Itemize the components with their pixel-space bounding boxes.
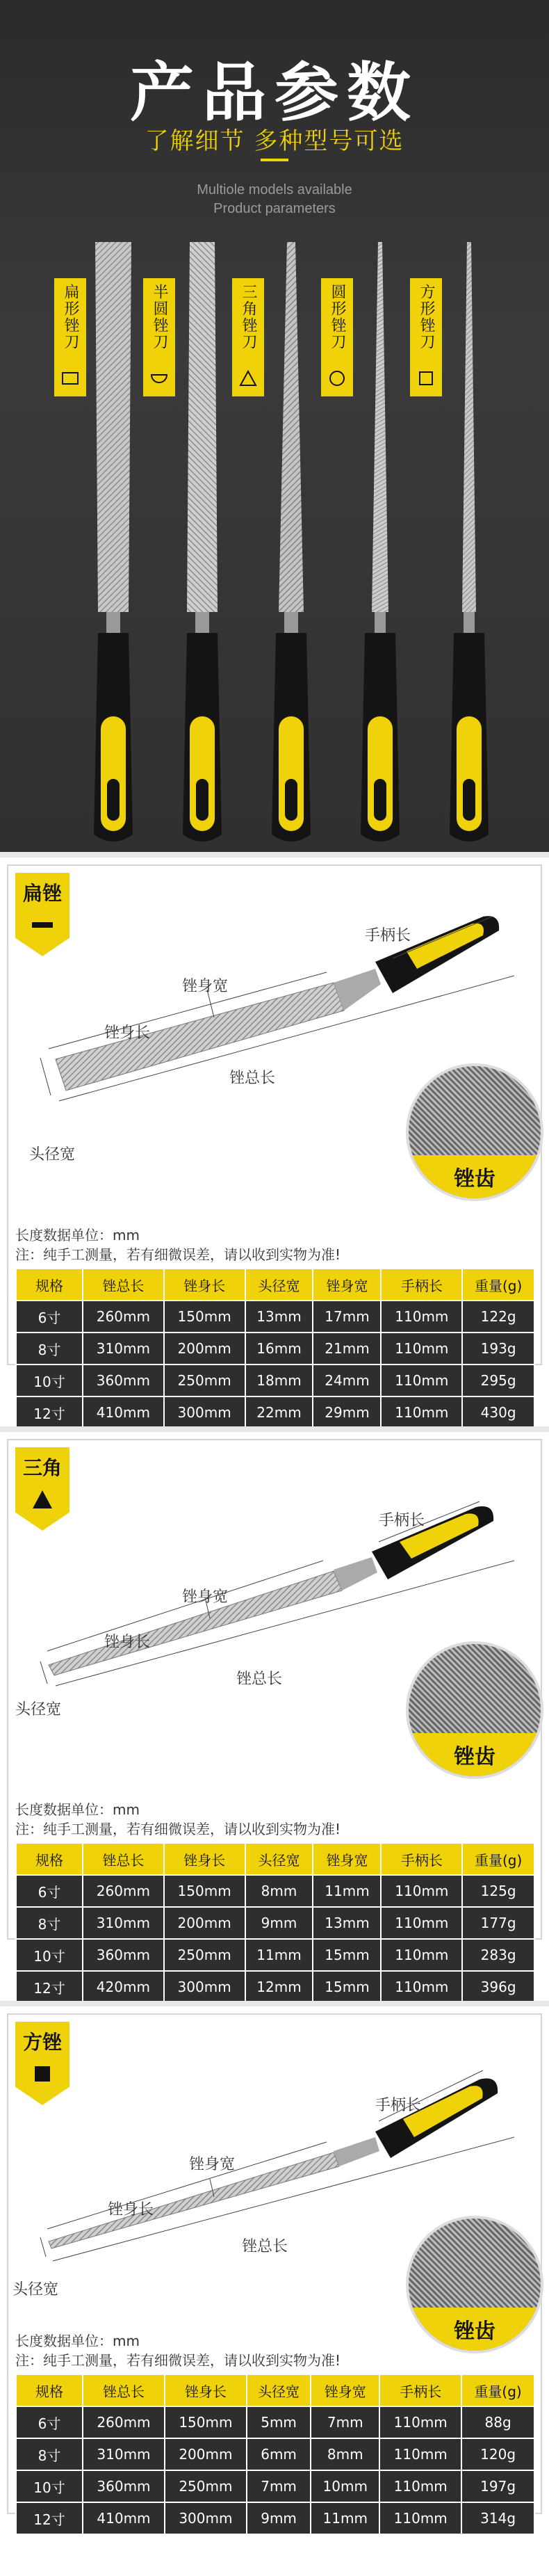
table-cell: 8mm	[311, 2438, 379, 2470]
table-cell: 260mm	[83, 1875, 164, 1907]
table-cell: 11mm	[313, 1875, 381, 1907]
table-row	[16, 1907, 534, 1939]
table-cell: 12寸	[16, 1971, 83, 2003]
table-row	[16, 2470, 534, 2502]
label-total-length: 锉总长	[236, 1671, 283, 1688]
table-cell: 193g	[462, 1333, 534, 1365]
table-cell: 110mm	[381, 1907, 462, 1939]
tool-label-text: 三角锉刀	[240, 284, 257, 351]
table-cell: 200mm	[164, 1907, 245, 1939]
triangle-shape-icon	[238, 369, 258, 388]
table-cell: 110mm	[381, 1396, 462, 1428]
tool-flat-file	[54, 236, 145, 848]
table-cell: 250mm	[164, 1939, 245, 1971]
table-header-row	[16, 2374, 534, 2406]
table-cell: 260mm	[83, 1301, 164, 1333]
tooth-closeup	[409, 1644, 541, 1776]
table-cell: 10寸	[16, 1365, 83, 1396]
header-cell: 锉总长	[83, 1843, 164, 1875]
table-cell: 177g	[462, 1907, 534, 1939]
hero-section	[0, 0, 549, 852]
table-cell: 295g	[462, 1365, 534, 1396]
table-header-row	[16, 1843, 534, 1875]
tooth-closeup	[409, 2219, 541, 2351]
spec-panel-flat	[0, 852, 549, 1426]
tool-label	[143, 278, 175, 396]
table-cell: 310mm	[83, 1907, 164, 1939]
header-cell: 锉身宽	[311, 2374, 379, 2406]
table-row	[16, 1971, 534, 2003]
table-cell: 8寸	[16, 1907, 83, 1939]
table-cell: 10寸	[16, 1939, 83, 1971]
unit-note: 长度数据单位：mm	[15, 2333, 140, 2349]
table-cell: 6寸	[16, 1301, 83, 1333]
tool-label	[54, 278, 86, 396]
header-cell: 规格	[16, 1269, 83, 1301]
header-cell: 锉身长	[164, 1269, 245, 1301]
table-cell: 360mm	[83, 2470, 165, 2502]
header-cell: 锉身长	[164, 1843, 245, 1875]
flat-file-illustration	[85, 236, 141, 848]
table-cell: 125g	[462, 1875, 534, 1907]
table-cell: 314g	[461, 2502, 534, 2534]
table-cell: 250mm	[165, 2470, 247, 2502]
label-body-length: 锉身长	[104, 1024, 151, 1042]
table-cell: 22mm	[245, 1396, 313, 1428]
table-cell: 200mm	[164, 1333, 245, 1365]
header-cell: 手柄长	[381, 1843, 462, 1875]
table-cell: 10mm	[311, 2470, 379, 2502]
table-cell: 24mm	[313, 1365, 381, 1396]
unit-note: 长度数据单位：mm	[15, 1227, 140, 1243]
table-cell: 13mm	[313, 1907, 381, 1939]
table-cell: 300mm	[165, 2502, 247, 2534]
tool-label-text: 圆形锉刀	[329, 284, 346, 351]
table-cell: 16mm	[245, 1333, 313, 1365]
table-cell: 110mm	[379, 2406, 461, 2438]
square-shape-icon	[416, 369, 436, 388]
square-shape-icon	[60, 369, 80, 388]
table-row	[16, 1939, 534, 1971]
label-handle-length: 手柄长	[365, 927, 411, 944]
table-row	[16, 1365, 534, 1396]
measure-note: 注：纯手工测量，若有细微误差，请以收到实物为准!	[15, 1246, 341, 1263]
measure-note: 注：纯手工测量，若有细微误差，请以收到实物为准!	[15, 1821, 341, 1837]
table-cell: 13mm	[245, 1301, 313, 1333]
header-cell: 手柄长	[381, 1269, 462, 1301]
header-cell: 规格	[16, 1843, 83, 1875]
table-cell: 120g	[461, 2438, 534, 2470]
table-cell: 310mm	[83, 2438, 165, 2470]
table-row	[16, 2406, 534, 2438]
table-cell: 250mm	[164, 1365, 245, 1396]
header-cell: 头径宽	[247, 2374, 311, 2406]
table-cell: 6mm	[247, 2438, 311, 2470]
table-cell: 8寸	[16, 1333, 83, 1365]
tool-round-file	[321, 236, 411, 848]
table-cell: 300mm	[164, 1971, 245, 2003]
tool-label	[321, 278, 353, 396]
table-cell: 110mm	[381, 1365, 462, 1396]
table-cell: 7mm	[311, 2406, 379, 2438]
label-body-length: 锉身长	[104, 1634, 151, 1651]
tooth-caption: 锉齿	[409, 2308, 541, 2351]
table-cell: 110mm	[381, 1301, 462, 1333]
hero-en-line2: Product parameters	[213, 201, 336, 216]
table-cell: 430g	[462, 1396, 534, 1428]
table-cell: 110mm	[381, 1333, 462, 1365]
tool-half-round-file	[143, 236, 233, 848]
unit-note: 长度数据单位：mm	[15, 1801, 140, 1818]
header-cell: 手柄长	[379, 2374, 461, 2406]
tool-label-text: 方形锉刀	[418, 284, 435, 351]
header-cell: 重量(g)	[462, 1843, 534, 1875]
table-cell: 110mm	[379, 2502, 461, 2534]
half-circle-shape-icon	[149, 369, 169, 388]
label-body-width: 锉身宽	[189, 2156, 236, 2173]
table-cell: 8mm	[245, 1875, 313, 1907]
table-cell: 150mm	[164, 1875, 245, 1907]
table-cell: 6寸	[16, 1875, 83, 1907]
table-cell: 360mm	[83, 1365, 164, 1396]
table-cell: 21mm	[313, 1333, 381, 1365]
table-cell: 17mm	[313, 1301, 381, 1333]
hero-en-line1: Multiole models available	[197, 182, 352, 198]
hero-title: 产品参数	[129, 56, 419, 130]
tooth-caption: 锉齿	[409, 1733, 541, 1776]
table-cell: 197g	[461, 2470, 534, 2502]
label-handle-length: 手柄长	[375, 2097, 422, 2114]
table-cell: 300mm	[164, 1396, 245, 1428]
label-body-width: 锉身宽	[182, 978, 229, 995]
header-cell: 锉总长	[83, 1269, 164, 1301]
tool-label	[232, 278, 264, 396]
table-row	[16, 1396, 534, 1428]
table-cell: 283g	[462, 1939, 534, 1971]
table-cell: 9mm	[245, 1907, 313, 1939]
badge-text: 三角	[22, 1456, 62, 1479]
table-cell: 150mm	[165, 2406, 247, 2438]
header-cell: 规格	[16, 2374, 83, 2406]
table-row	[16, 2502, 534, 2534]
tool-triangle-file	[232, 236, 322, 848]
tool-label	[410, 278, 442, 396]
label-head-width: 头径宽	[29, 1146, 76, 1164]
label-body-width: 锉身宽	[182, 1588, 229, 1606]
label-total-length: 锉总长	[242, 2238, 288, 2255]
table-row	[16, 1301, 534, 1333]
table-cell: 110mm	[381, 1971, 462, 2003]
table-cell: 10寸	[16, 2470, 83, 2502]
spec-table	[15, 1842, 535, 2004]
table-cell: 11mm	[245, 1939, 313, 1971]
table-cell: 110mm	[381, 1875, 462, 1907]
label-handle-length: 手柄长	[379, 1512, 425, 1529]
table-header-row	[16, 1269, 534, 1301]
tooth-caption: 锉齿	[409, 1155, 541, 1198]
header-cell: 锉身宽	[313, 1269, 381, 1301]
table-cell: 29mm	[313, 1396, 381, 1428]
spec-panel-triangle	[0, 1426, 549, 2001]
table-cell: 7mm	[247, 2470, 311, 2502]
tool-label-text: 半圆锉刀	[151, 284, 168, 351]
table-cell: 310mm	[83, 1333, 164, 1365]
table-cell: 8寸	[16, 2438, 83, 2470]
table-cell: 110mm	[379, 2438, 461, 2470]
label-body-length: 锉身长	[108, 2201, 154, 2219]
table-row	[16, 1875, 534, 1907]
table-cell: 396g	[462, 1971, 534, 2003]
circle-shape-icon	[327, 369, 347, 388]
label-head-width: 头径宽	[13, 2281, 59, 2299]
table-cell: 15mm	[313, 1939, 381, 1971]
table-row	[16, 2438, 534, 2470]
table-row	[16, 1333, 534, 1365]
table-cell: 420mm	[83, 1971, 164, 2003]
table-cell: 15mm	[313, 1971, 381, 2003]
header-cell: 锉总长	[83, 2374, 165, 2406]
table-cell: 150mm	[164, 1301, 245, 1333]
header-cell: 重量(g)	[462, 1269, 534, 1301]
hero-accent-bar	[261, 159, 288, 161]
table-cell: 6寸	[16, 2406, 83, 2438]
badge-text: 扁锉	[22, 882, 62, 905]
table-cell: 12寸	[16, 2502, 83, 2534]
hero-subtitle: 了解细节 多种型号可选	[145, 127, 404, 155]
table-cell: 12寸	[16, 1396, 83, 1428]
table-cell: 18mm	[245, 1365, 313, 1396]
table-cell: 12mm	[245, 1971, 313, 2003]
round-file-illustration	[352, 236, 408, 848]
label-head-width: 头径宽	[15, 1701, 62, 1718]
table-cell: 122g	[462, 1301, 534, 1333]
table-cell: 410mm	[83, 1396, 164, 1428]
header-cell: 头径宽	[245, 1843, 313, 1875]
half-round-file-illustration	[174, 236, 230, 848]
triangle-file-illustration	[263, 236, 319, 848]
tool-square-file	[410, 236, 500, 848]
table-cell: 360mm	[83, 1939, 164, 1971]
table-cell: 260mm	[83, 2406, 165, 2438]
spec-table	[15, 2374, 535, 2535]
header-cell: 锉身宽	[313, 1843, 381, 1875]
spec-table	[15, 1268, 535, 1429]
table-cell: 410mm	[83, 2502, 165, 2534]
square-file-illustration	[441, 236, 497, 848]
badge-text: 方锉	[22, 2031, 62, 2054]
header-cell: 重量(g)	[461, 2374, 534, 2406]
table-cell: 110mm	[379, 2470, 461, 2502]
tool-label-text: 扁形锉刀	[62, 284, 79, 351]
measure-note: 注：纯手工测量，若有细微误差，请以收到实物为准!	[15, 2352, 341, 2369]
label-total-length: 锉总长	[229, 1070, 276, 1087]
table-cell: 5mm	[247, 2406, 311, 2438]
table-cell: 200mm	[165, 2438, 247, 2470]
table-cell: 9mm	[247, 2502, 311, 2534]
table-cell: 110mm	[381, 1939, 462, 1971]
tooth-closeup	[409, 1066, 541, 1198]
table-cell: 88g	[461, 2406, 534, 2438]
header-cell: 头径宽	[245, 1269, 313, 1301]
header-cell: 锉身长	[165, 2374, 247, 2406]
spec-panel-square	[0, 2001, 549, 2576]
table-cell: 11mm	[311, 2502, 379, 2534]
